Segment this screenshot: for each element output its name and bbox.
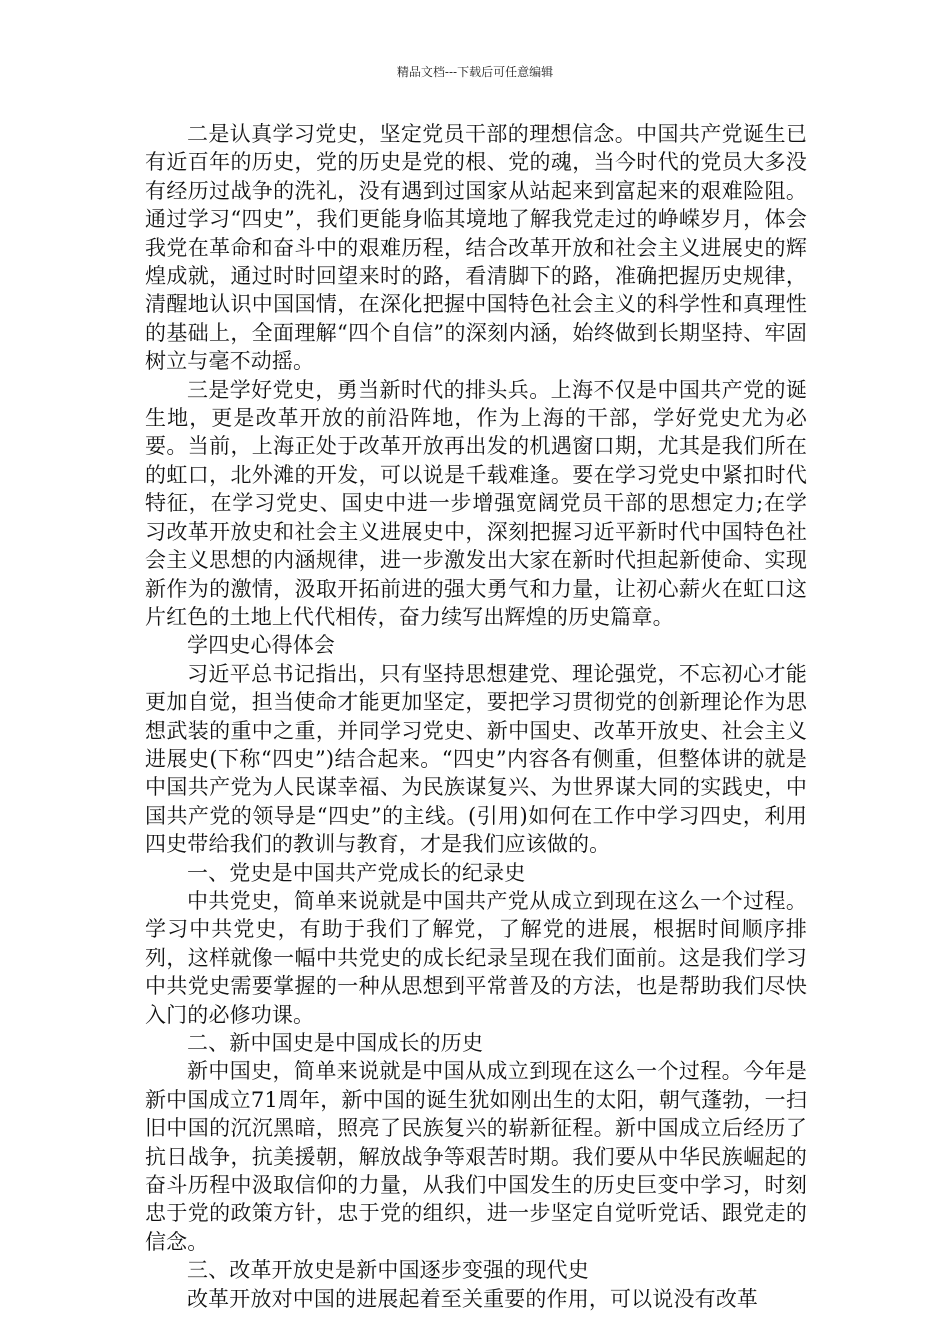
paragraph-party-history: 中共党史，简单来说就是中国共产党从成立到现在这么一个过程。学习中共党史，有助于我们了解党，了解党的进展，根据时间顺序排列，这样就像一幅中共党史的成长纪录呈现在我们面前。这是我们学习中共党史需要掌握的一种从思想到平常普及的方法，也是帮助我们尽快入门的必修功课。 bbox=[145, 888, 807, 1027]
heading-new-china-history: 二、新中国史是中国成长的历史 bbox=[187, 1031, 484, 1055]
page-header: 精品文档---下载后可任意编辑 bbox=[396, 65, 554, 79]
paragraph-intro: 习近平总书记指出，只有坚持思想建党、理论强党，不忘初心才能更加自觉，担当使命才能更加坚定，要把学习贯彻党的创新理论作为思想武装的重中之重，并同学习党史、新中国史、改革开放史、社会主义进展史(下称“四史”)结合起来。“四史”内容各有侧重，但整体讲的就是中国共产党为人民谋幸福、为民族谋复兴、为世界谋大同的实践史，中国共产党的领导是“四史”的主线。(引用)如何在工作中学习四史，利用四史带给我们的教训与教育，才是我们应该做的。 bbox=[145, 661, 807, 857]
heading-reform-history: 三、改革开放史是新中国逐步变强的现代史 bbox=[187, 1258, 589, 1283]
paragraph-ideals: 二是认真学习党史，坚定党员干部的理想信念。中国共产党诞生已有近百年的历史，党的历史是党的根、党的魂，当今时代的党员大多没有经历过战争的洗礼，没有遇到过国家从站起来到富起来的艰难险阻。通过学习“四史”，我们更能身临其境地了解我党走过的峥嵘岁月，体会我党在革命和奋斗中的艰难历程，结合改革开放和社会主义进展史的辉煌成就，通过时时回望来时的路，看清脚下的路，准确把握历史规律，清醒地认识中国国情，在深化把握中国特色社会主义的科学性和真理性的基础上，全面理解“四个自信”的深刻内涵，始终做到长期坚持、牢固树立与毫不动摇。 bbox=[145, 122, 807, 374]
paragraph-new-china-history: 新中国史，简单来说就是中国从成立到现在这么一个过程。今年是新中国成立71周年，新中国的诞生犹如刚出生的太阳，朝气蓬勃，一扫旧中国的沉沉黑暗，照亮了民族复兴的崭新征程。新中国成立后经历了抗日战争，抗美援朝，解放战争等艰苦时期。我们要从中华民族崛起的奋斗历程中汲取信仰的力量，从我们中国发生的历史巨变中学习，时刻忠于党的政策方针，忠于党的组织，进一步坚定自觉听党话、跟党走的信念。 bbox=[145, 1059, 807, 1254]
section-title: 学四史心得体会 bbox=[187, 633, 336, 658]
paragraph-pioneer: 三是学好党史，勇当新时代的排头兵。上海不仅是中国共产党的诞生地，更是改革开放的前沿阵地，作为上海的干部，学好党史尤为必要。当前，上海正处于改革开放再出发的机遇窗口期，尤其是我们所在的虹口，北外滩的开发，可以说是千载难逢。要在学习党史中紧扣时代特征，在学习党史、国史中进一步增强宽阔党员干部的思想定力;在学习改革开放史和社会主义进展史中，深刻把握习近平新时代中国特色社会主义思想的内涵规律，进一步激发出大家在新时代担起新使命、实现新作为的激情，汲取开拓前进的强大勇气和力量，让初心薪火在虹口这片红色的土地上代代相传，奋力续写出辉煌的历史篇章。 bbox=[145, 377, 807, 629]
heading-party-history: 一、党史是中国共产党成长的纪录史 bbox=[187, 860, 526, 885]
document-body bbox=[145, 120, 807, 1313]
paragraph-reform-history: 改革开放对中国的进展起着至关重要的作用，可以说没有改革 bbox=[187, 1286, 759, 1311]
